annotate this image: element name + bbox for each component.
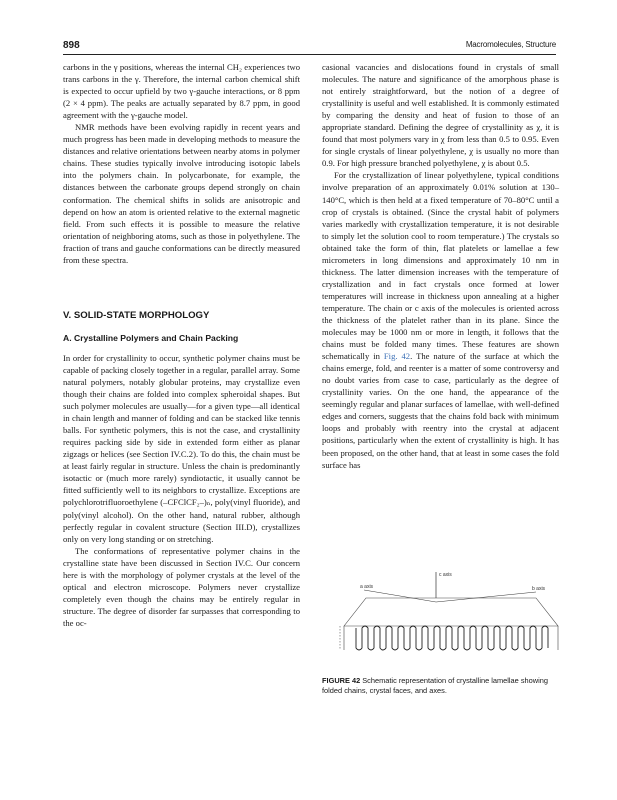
lamella-figure	[336, 568, 566, 668]
b-axis-line	[436, 592, 536, 602]
folded-chains	[356, 626, 548, 650]
page-number: 898	[63, 40, 80, 51]
section-heading: V. SOLID-STATE MORPHOLOGY	[63, 309, 210, 321]
paragraph: carbons in the γ positions, whereas the internal CH₂ experiences two trans carbons in the γ. Therefore, the internal carbon chemical shift is expected to occur upfield by two γ-gauche interactions, or 8 ppm (2 × 4 ppm). The peaks are actually separated by 8.7 ppm, in good agreement with the γ-gauche model.	[63, 62, 300, 121]
figure-caption-text: Schematic representation of crystalline lamellae showing folded chains, crystal faces, and axes.	[322, 676, 548, 695]
subsection-heading: A. Crystalline Polymers and Chain Packing	[63, 332, 239, 343]
b-axis-label: b axis	[532, 586, 546, 592]
right-column	[322, 61, 559, 471]
figure-caption-label: FIGURE 42	[322, 676, 361, 685]
running-head: Macromolecules, Structure	[465, 40, 556, 49]
c-axis-label: c axis	[439, 572, 452, 578]
paragraph	[322, 169, 559, 470]
a-axis-line	[364, 590, 436, 602]
paragraph-text: For the crystallization of linear polyethylene, typical conditions involve preparation of an approximately 0.01% solution at 130–140°C, which is then held at a fixed temperature of 70–80°C until a crop of crystals is obtained. (Since the crystal habit of polymers varies markedly with crystallization temperature, it is not desirable to simply let the solution cool to room temperature.) The crystals so obtained take the form of thin, flat platelets or lamellae a few micrometers in long dimensions and approximately 10 nm in thickness. The latter dimension increases with the temperature of crystallization and in fact crystals once formed at lower temperatures will increase in thickness upon annealing at a higher temperature. The chain or c axis of the molecules is oriented across the thickness of the platelet rather than in its plane. Since the molecules may be 1000 nm or more in length, it follows that the chains must be folded many times. These features are shown schematically in	[322, 170, 559, 362]
paragraph: NMR methods have been evolving rapidly in recent years and much progress has been made in developing methods to measure the distances and relative orientations between nearby atoms in polymer chains. These studies typically involve introducing isotopic labels into the polymers chain. In polycarbonate, for example, the distances between the carbonate groups depend strongly on chain conformation. The chemical shifts in solids are anisotropic and depend on how an atom is oriented relative to the external magnetic field. From such effects it is possible to measure the relative orientation of neighboring atoms, such as those in polyethylene. The fraction of trans and gauche conformations can be directly measured from these spectra.	[63, 122, 300, 265]
figure-link[interactable]: Fig. 42	[383, 351, 411, 362]
figure-caption	[322, 676, 557, 696]
paragraph: The conformations of representative polymer chains in the crystalline state have been discussed in Section IV.C. Our concern here is with the morphology of polymer crystals at the level of the optical and electron microscope. Polymers never crystallize completely even though the chains may be entirely regular in structure. The degree of disorder far surpasses that corresponding to the oc-	[63, 545, 300, 628]
paragraph: casional vacancies and dislocations found in crystals of small molecules. The nature and significance of the amorphous phase is not entirely straightforward, but the notion of a degree of crystallinity is useful and well established. It is commonly estimated by comparing the density and heat of fusion to those of an appropriate standard. Defining the degree of crystallinity as χ, it is found that most polymers vary in χ from less than 0.5 to 0.95. Even for single crystals of linear polyethylene, χ is usually no more than 0.9. For high pressure branched polyethylene, χ is about 0.5.	[322, 62, 559, 169]
left-column	[63, 61, 300, 629]
paragraph: In order for crystallinity to occur, synthetic polymer chains must be capable of packing closely together in a regular, parallel array. Some natural polymers, notably globular proteins, may crystallize even though their chains are folded into complex spheroidal shapes. But such polymer molecules are usually—for a given type—all identical in chain length and manner of folding and can be stacked like tennis balls. For synthetic polymers, this is not the case, and crystallinity requires packing side by side in extended form either as planar zigzags or helices (see Section IV.C.2). To do this, the chain must be at least fairly regular in structure. Unless the chain is predominantly isotactic or (much more rarely) syndiotactic, it usually cannot be fitted sufficiently well to its neighbors to crystallize. Exceptions are polychlorotrifluoroethylene (–CFClCF₂–)ₙ, poly(vinyl fluoride), and poly(vinyl alcohol). On the other hand, natural rubber, although perfectly regular in covalent structure (Section III.D), crystallizes only on very long standing or on stretching.	[63, 352, 300, 544]
lamella-top-face	[344, 598, 558, 626]
a-axis-label: a axis	[360, 584, 374, 590]
paragraph-text: . The nature of the surface at which the chains emerge, fold, and reenter is a matter of some controversy and no doubt varies from case to case, particularly as the degree of crystallinity varies. On the one hand, the appearance of the seemingly regular and planar surfaces of lamellae, with well-defined edges and corners, suggests that the chains fold back with minimum loops and probably with reentry into the crystal at adjacent positions, particularly when the extent of crystallinity is high. It has been proposed, on the other hand, that at least in some cases the fold surface has	[322, 351, 559, 470]
header-rule	[63, 54, 556, 55]
